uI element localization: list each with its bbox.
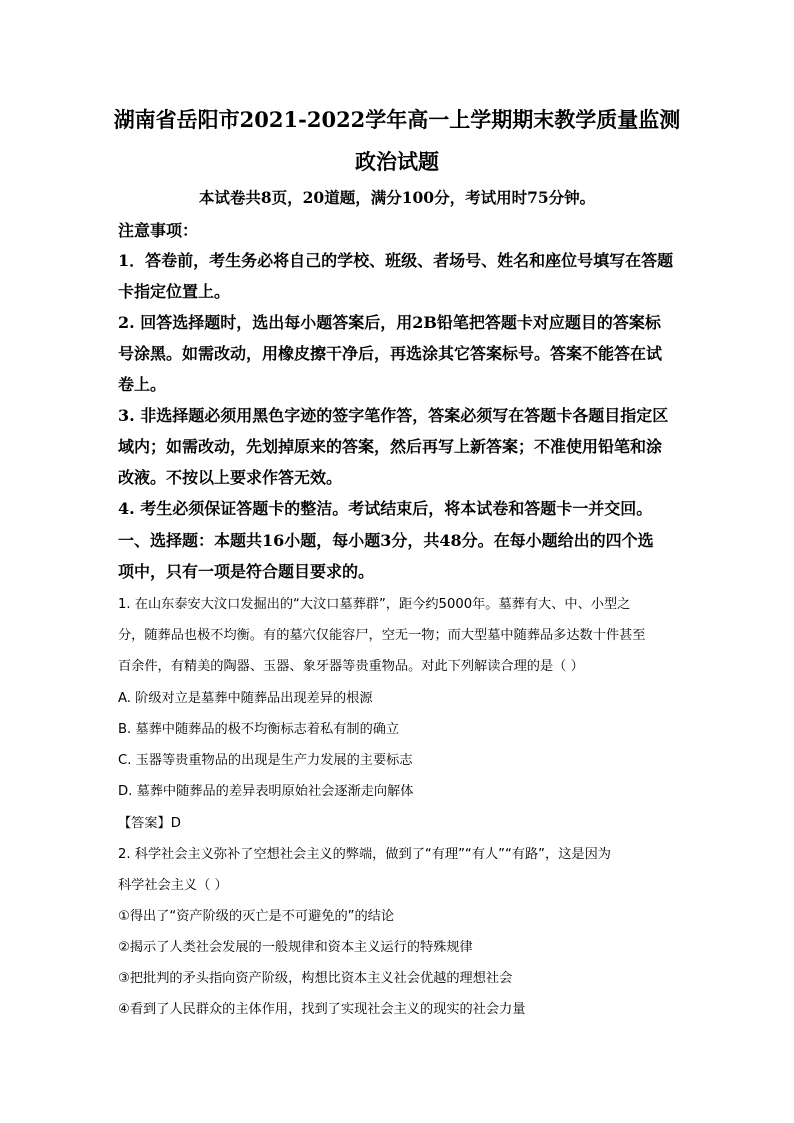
question-2-option-3: ③把批判的矛头指向资产阶级，构想比资本主义社会优越的理想社会 (118, 971, 513, 986)
exam-info: 本试卷共8页，20道题，满分100分，考试用时75分钟。 (198, 188, 596, 207)
notice-line: 3. 非选择题必须用黑色字迹的签字笔作答，答案必须写在答题卡各题目指定区 (118, 406, 669, 425)
question-2-option-2: ②揭示了人类社会发展的一般规律和资本主义运行的特殊规律 (118, 940, 473, 955)
question-1-stem: 百余件，有精美的陶器、玉器、象牙器等贵重物品。对此下列解读合理的是（ ） (118, 659, 584, 674)
notice-line: 卡指定位置上。 (118, 282, 231, 301)
notice-line: 2. 回答选择题时，选出每小题答案后，用2B铅笔把答题卡对应题目的答案标 (118, 313, 661, 332)
notice-line: 1．答卷前，考生务必将自己的学校、班级、者场号、姓名和座位号填写在答题 (118, 251, 674, 270)
exam-subtitle: 政治试题 (355, 149, 439, 174)
section-heading: 一、选择题：本题共16小题，每小题3分，共48分。在每小题给出的四个选 (118, 531, 654, 550)
section-heading: 项中，只有一项是符合题目要求的。 (118, 562, 375, 581)
question-2-option-1: ①得出了“资产阶级的灭亡是不可避免的”的结论 (118, 909, 395, 924)
notice-line: 改液。不按以上要求作答无效。 (118, 468, 343, 487)
question-2-option-4: ④看到了人民群众的主体作用，找到了实现社会主义的现实的社会力量 (118, 1002, 526, 1017)
question-1-stem: 1. 在山东泰安大汶口发掘出的“大汶口墓葬群”，距今约5000年。墓葬有大、中、小型之 (118, 597, 631, 612)
question-1-option-a: A. 阶级对立是墓葬中随葬品出现差异的根源 (118, 691, 373, 706)
question-1-option-b: B. 墓葬中随葬品的极不均衡标志着私有制的确立 (118, 722, 400, 737)
notice-heading: 注意事项： (118, 221, 199, 240)
question-1-stem: 分，随葬品也极不均衡。有的墓穴仅能容尸，空无一物；而大型墓中随葬品多达数十件甚至 (118, 628, 646, 643)
question-2-stem: 科学社会主义（ ） (118, 878, 228, 893)
notice-line: 4. 考生必须保证答题卡的整洁。考试结束后，将本试卷和答题卡一并交回。 (118, 499, 653, 518)
question-1-option-c: C. 玉器等贵重物品的出现是生产力发展的主要标志 (118, 753, 413, 768)
notice-line: 域内；如需改动，先划掉原来的答案，然后再写上新答案；不准使用铅笔和涂 (118, 437, 663, 456)
question-2-stem: 2. 科学社会主义弥补了空想社会主义的弊端，做到了“有理”“有人”“有路”，这是因为 (118, 847, 611, 862)
notice-line: 卷上。 (118, 375, 167, 394)
question-1-answer: 【答案】D (118, 816, 181, 831)
notice-line: 号涂黑。如需改动，用橡皮擦干净后，再选涂其它答案标号。答案不能答在试 (118, 344, 663, 363)
exam-title: 湖南省岳阳市2021-2022学年高一上学期期末教学质量监测 (113, 107, 681, 132)
question-1-option-d: D. 墓葬中随葬品的差异表明原始社会逐渐走向解体 (118, 784, 414, 799)
